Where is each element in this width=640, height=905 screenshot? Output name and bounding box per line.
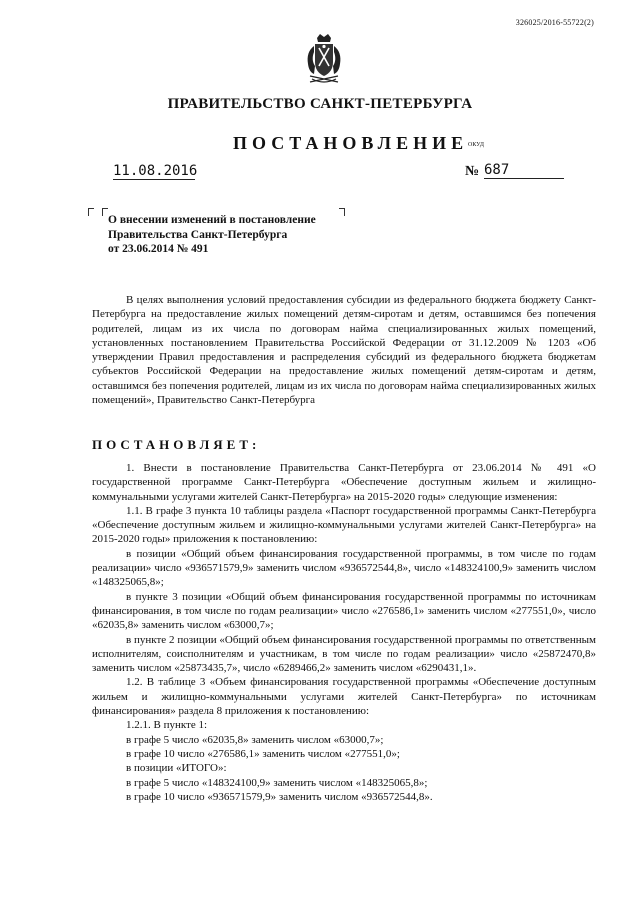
paragraph-1: 1. Внести в постановление Правительства Санкт-Петербурга от 23.06.2014 № 491 «О государственной программе Санкт-Петербурга «Обеспечение доступным жильем и жилищно-коммунальными услугами жителей Санкт-Петербурга» на 2015-2020 годы» следующие изменения: xyxy=(92,462,596,503)
subject-line: от 23.06.2014 № 491 xyxy=(108,243,209,255)
subject-line: Правительства Санкт-Петербурга xyxy=(108,228,288,241)
list-item: в графе 5 число «62035,8» заменить числом «63000,7»; xyxy=(126,733,384,746)
document-date: 11.08.2016 xyxy=(113,163,198,179)
paragraph-1-1-a: в позиции «Общий объем финансирования государственной программы, в том числе по годам реализации» число «936571579,9» заменить числом «936572544,8», число «148324100,9» заменить числом «148325065,8»; xyxy=(92,547,596,589)
paragraph-1-2-1: 1.2.1. В пункте 1: xyxy=(126,719,208,732)
paragraph-1-1-b: в пункте 3 позиции «Общий объем финансирования государственной программы по источникам финансирования, в том числе по годам реализации» число «276586,1» заменить числом «277551,0», число «62035,8» заменить числом «63000,7»; xyxy=(92,590,596,632)
subject-line: О внесении изменений в постановление xyxy=(108,214,316,226)
list-item: в графе 10 число «276586,1» заменить числом «277551,0»; xyxy=(126,747,400,760)
list-item: в графе 5 число «148324100,9» заменить числом «148325065,8»; xyxy=(126,776,428,789)
resolution-body xyxy=(92,461,596,804)
preamble xyxy=(92,293,596,407)
list-item: в графе 10 число «936571579,9» заменить числом «936572544,8». xyxy=(126,790,433,803)
document-registration-number: 326025/2016-55722(2) xyxy=(515,18,594,27)
document-number: 687 xyxy=(484,162,564,179)
list-item: в позиции «ИТОГО»: xyxy=(126,762,227,775)
number-label: № xyxy=(465,164,480,179)
resolves-heading: ПОСТАНОВЛЯЕТ: xyxy=(92,437,261,452)
document-subject xyxy=(108,213,358,257)
preamble-text: В целях выполнения условий предоставления субсидии из федерального бюджета бюджету Санкт-Петербурга на предоставление жилых помещений детям-сиротам и детям, оставшимся без попечения родителей, лицам из их числа по договорам найма специализированных жилых помещений, установленных постановлением Правительства Российской Федерации от 31.12.2009 № 1203 «Об утверждении Правил предоставления и распределения субсидий из федерального бюджета бюджетам субъектов Российской Федерации на предоставление жилых помещений детям-сиротам и детям, оставшимся без попечения родителей, лицам из их числа по договорам найма специализированных жилых помещений», Правительство Санкт-Петербурга xyxy=(92,294,596,407)
government-name: ПРАВИТЕЛЬСТВО САНКТ-ПЕТЕРБУРГА xyxy=(167,96,473,112)
paragraph-1-1-c: в пункте 2 позиции «Общий объем финансирования государственной программы по ответственным исполнителям, соисполнителям и участникам, в том числе по годам реализации» число «25872470,8» заменить числом «25873435,7», число «6289466,2» заменить числом «6290431,1». xyxy=(92,633,596,675)
okud-label: ОКУД xyxy=(468,142,484,148)
coat-of-arms-icon xyxy=(300,32,348,88)
paragraph-1-1: 1.1. В графе 3 пункта 10 таблицы раздела «Паспорт государственной программы Санкт-Петербурга «Обеспечение доступным жильем и жилищно-коммунальными услугами жителей Санкт-Петербурга» на 2015-2020 годы» приложения к постановлению: xyxy=(92,504,596,546)
subject-corner-top-left xyxy=(88,208,94,216)
document-title: ПОСТАНОВЛЕНИЕ xyxy=(233,133,469,153)
paragraph-1-2: 1.2. В таблице 3 «Объем финансирования государственной программы «Обеспечение доступным жильем и жилищно-коммунальными услугами жителей Санкт-Петербурга» по источникам финансирования» раздела 8 приложения к постановлению: xyxy=(92,676,596,718)
